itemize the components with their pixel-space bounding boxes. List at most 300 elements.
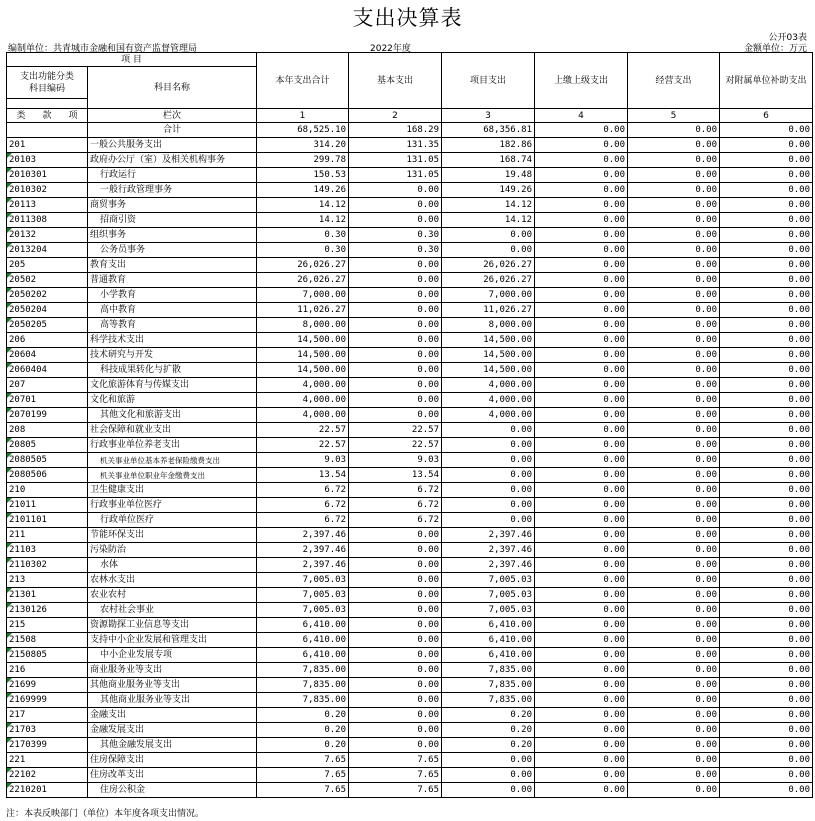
total-label: 合计 bbox=[88, 123, 257, 138]
subject-code: 207 bbox=[7, 378, 88, 393]
subject-code: 21703 bbox=[7, 723, 88, 738]
amount-cell: 6.72 bbox=[257, 498, 349, 513]
total-row bbox=[7, 123, 813, 138]
amount-cell: 0.00 bbox=[720, 663, 813, 678]
amount-cell: 0.00 bbox=[349, 573, 442, 588]
amount-cell: 14.12 bbox=[257, 198, 349, 213]
amount-cell: 0.00 bbox=[628, 543, 720, 558]
subject-name: 农业农村 bbox=[88, 588, 257, 603]
table-row bbox=[7, 273, 813, 288]
amount-cell: 0.00 bbox=[720, 213, 813, 228]
amount-cell: 0.00 bbox=[628, 693, 720, 708]
amount-cell: 11,026.27 bbox=[442, 303, 535, 318]
amount-cell: 0.00 bbox=[720, 543, 813, 558]
total-code-cell bbox=[7, 123, 88, 138]
header-lei: 类 bbox=[16, 110, 26, 121]
amount-cell: 0.00 bbox=[628, 243, 720, 258]
amount-cell: 0.00 bbox=[720, 483, 813, 498]
subject-code: 208 bbox=[7, 423, 88, 438]
subject-code: 201 bbox=[7, 138, 88, 153]
amount-cell: 0.00 bbox=[535, 678, 628, 693]
header-col-index-label: 栏次 bbox=[88, 109, 257, 123]
amount-cell: 14,500.00 bbox=[442, 333, 535, 348]
subject-code: 215 bbox=[7, 618, 88, 633]
amount-cell: 2,397.46 bbox=[442, 528, 535, 543]
header-code-spacer bbox=[7, 99, 88, 109]
amount-cell: 0.00 bbox=[628, 408, 720, 423]
amount-cell: 0.00 bbox=[628, 138, 720, 153]
table-row bbox=[7, 558, 813, 573]
amount-cell: 0.00 bbox=[349, 708, 442, 723]
subject-code: 20502 bbox=[7, 273, 88, 288]
amount-cell: 0.00 bbox=[720, 633, 813, 648]
amount-cell: 0.00 bbox=[349, 603, 442, 618]
amount-cell: 6.72 bbox=[257, 483, 349, 498]
amount-cell: 14,500.00 bbox=[442, 363, 535, 378]
subject-name: 其他金融发展支出 bbox=[88, 738, 257, 753]
amount-cell: 19.48 bbox=[442, 168, 535, 183]
amount-cell: 0.00 bbox=[442, 498, 535, 513]
table-row bbox=[7, 588, 813, 603]
amount-cell: 0.00 bbox=[628, 303, 720, 318]
table-row bbox=[7, 303, 813, 318]
table-row bbox=[7, 468, 813, 483]
subject-name: 招商引资 bbox=[88, 213, 257, 228]
subject-code: 21301 bbox=[7, 588, 88, 603]
amount-cell: 0.00 bbox=[535, 183, 628, 198]
expenditure-table bbox=[6, 52, 813, 798]
subject-code: 2010302 bbox=[7, 183, 88, 198]
amount-cell: 7.65 bbox=[349, 783, 442, 798]
subject-name: 金融发展支出 bbox=[88, 723, 257, 738]
subject-name: 政府办公厅（室）及相关机构事务 bbox=[88, 153, 257, 168]
amount-cell: 0.00 bbox=[349, 558, 442, 573]
header-colnum-6: 6 bbox=[720, 109, 813, 123]
amount-cell: 0.00 bbox=[720, 528, 813, 543]
amount-cell: 0.00 bbox=[535, 288, 628, 303]
amount-cell: 131.35 bbox=[349, 138, 442, 153]
header-colnum-4: 4 bbox=[535, 109, 628, 123]
amount-cell: 26,026.27 bbox=[442, 258, 535, 273]
amount-cell: 7.65 bbox=[257, 753, 349, 768]
amount-cell: 0.00 bbox=[535, 513, 628, 528]
amount-cell: 0.00 bbox=[628, 318, 720, 333]
amount-cell: 314.20 bbox=[257, 138, 349, 153]
amount-cell: 0.00 bbox=[720, 783, 813, 798]
amount-cell: 0.00 bbox=[628, 723, 720, 738]
amount-cell: 6,410.00 bbox=[257, 633, 349, 648]
header-col-upper: 上缴上级支出 bbox=[535, 53, 628, 109]
amount-cell: 0.00 bbox=[720, 603, 813, 618]
amount-cell: 0.00 bbox=[720, 573, 813, 588]
amount-cell: 7,835.00 bbox=[442, 678, 535, 693]
amount-cell: 7,835.00 bbox=[257, 693, 349, 708]
amount-cell: 0.00 bbox=[535, 738, 628, 753]
subject-code: 2060404 bbox=[7, 363, 88, 378]
subject-name: 农林水支出 bbox=[88, 573, 257, 588]
amount-cell: 0.00 bbox=[628, 438, 720, 453]
subject-code: 2080505 bbox=[7, 453, 88, 468]
amount-cell: 0.20 bbox=[257, 738, 349, 753]
amount-cell: 0.20 bbox=[257, 708, 349, 723]
subject-name: 卫生健康支出 bbox=[88, 483, 257, 498]
amount-cell: 0.00 bbox=[442, 438, 535, 453]
amount-cell: 0.00 bbox=[720, 438, 813, 453]
subject-name: 机关事业单位职业年金缴费支出 bbox=[88, 468, 257, 483]
amount-cell: 0.00 bbox=[628, 348, 720, 363]
header-col-total: 本年支出合计 bbox=[257, 53, 349, 109]
subject-name: 公务员事务 bbox=[88, 243, 257, 258]
amount-cell: 0.00 bbox=[628, 228, 720, 243]
amount-cell: 4,000.00 bbox=[257, 393, 349, 408]
table-row bbox=[7, 768, 813, 783]
amount-cell: 0.00 bbox=[349, 618, 442, 633]
amount-cell: 0.00 bbox=[720, 408, 813, 423]
amount-cell: 0.00 bbox=[535, 138, 628, 153]
amount-cell: 6,410.00 bbox=[257, 648, 349, 663]
amount-cell: 22.57 bbox=[349, 423, 442, 438]
amount-cell: 4,000.00 bbox=[257, 378, 349, 393]
amount-cell: 22.57 bbox=[257, 423, 349, 438]
footnote: 注：本表反映部门（单位）本年度各项支出情况。 bbox=[6, 809, 205, 819]
header-item: 项 目 bbox=[7, 53, 257, 67]
amount-cell: 7,835.00 bbox=[257, 663, 349, 678]
amount-cell: 0.00 bbox=[535, 258, 628, 273]
amount-cell: 7,005.03 bbox=[257, 603, 349, 618]
amount-cell: 0.00 bbox=[535, 423, 628, 438]
amount-cell: 14,500.00 bbox=[257, 348, 349, 363]
table-row bbox=[7, 513, 813, 528]
table-row bbox=[7, 408, 813, 423]
subject-name: 高等教育 bbox=[88, 318, 257, 333]
subject-code: 2050205 bbox=[7, 318, 88, 333]
amount-cell: 0.00 bbox=[628, 603, 720, 618]
amount-cell: 0.00 bbox=[720, 318, 813, 333]
amount-cell: 7,000.00 bbox=[442, 288, 535, 303]
amount-cell: 0.00 bbox=[349, 363, 442, 378]
subject-name: 组织事务 bbox=[88, 228, 257, 243]
subject-name: 科技成果转化与扩散 bbox=[88, 363, 257, 378]
subject-name: 商贸事务 bbox=[88, 198, 257, 213]
subject-name: 社会保障和就业支出 bbox=[88, 423, 257, 438]
amount-cell: 0.00 bbox=[720, 588, 813, 603]
amount-cell: 0.00 bbox=[535, 498, 628, 513]
amount-cell: 13.54 bbox=[257, 468, 349, 483]
amount-cell: 0.00 bbox=[535, 318, 628, 333]
amount-cell: 0.00 bbox=[535, 333, 628, 348]
amount-cell: 0.00 bbox=[349, 543, 442, 558]
amount-cell: 0.00 bbox=[628, 393, 720, 408]
amount-cell: 6,410.00 bbox=[442, 618, 535, 633]
amount-cell: 7.65 bbox=[349, 768, 442, 783]
compiling-unit: 编制单位：共青城市金融和国有资产监督管理局 bbox=[8, 44, 198, 54]
amount-cell: 149.26 bbox=[257, 183, 349, 198]
amount-cell: 0.00 bbox=[628, 468, 720, 483]
amount-cell: 0.00 bbox=[628, 768, 720, 783]
amount-cell: 0.00 bbox=[720, 708, 813, 723]
subject-name: 教育支出 bbox=[88, 258, 257, 273]
subject-name: 污染防治 bbox=[88, 543, 257, 558]
table-row bbox=[7, 678, 813, 693]
amount-cell: 0.00 bbox=[720, 153, 813, 168]
subject-name: 商业服务业等支出 bbox=[88, 663, 257, 678]
amount-cell: 0.00 bbox=[442, 243, 535, 258]
amount-cell: 0.00 bbox=[628, 483, 720, 498]
amount-cell: 0.00 bbox=[535, 648, 628, 663]
table-row bbox=[7, 213, 813, 228]
amount-cell: 0.00 bbox=[720, 198, 813, 213]
amount-cell: 0.00 bbox=[535, 378, 628, 393]
table-row bbox=[7, 288, 813, 303]
subject-name: 节能环保支出 bbox=[88, 528, 257, 543]
amount-cell: 4,000.00 bbox=[257, 408, 349, 423]
subject-code: 217 bbox=[7, 708, 88, 723]
amount-cell: 6,410.00 bbox=[442, 648, 535, 663]
subject-code: 2080506 bbox=[7, 468, 88, 483]
amount-cell: 0.00 bbox=[628, 783, 720, 798]
amount-cell: 0.00 bbox=[720, 558, 813, 573]
total-value: 0.00 bbox=[628, 123, 720, 138]
subject-name: 金融支出 bbox=[88, 708, 257, 723]
table-row bbox=[7, 423, 813, 438]
amount-cell: 0.00 bbox=[628, 363, 720, 378]
subject-name: 文化旅游体育与传媒支出 bbox=[88, 378, 257, 393]
amount-cell: 0.00 bbox=[628, 588, 720, 603]
amount-cell: 0.00 bbox=[535, 273, 628, 288]
table-row bbox=[7, 243, 813, 258]
table-row bbox=[7, 618, 813, 633]
amount-cell: 0.00 bbox=[720, 333, 813, 348]
subject-name: 一般行政管理事务 bbox=[88, 183, 257, 198]
amount-cell: 0.00 bbox=[720, 498, 813, 513]
amount-cell: 0.00 bbox=[535, 468, 628, 483]
amount-cell: 7,005.03 bbox=[442, 573, 535, 588]
amount-cell: 4,000.00 bbox=[442, 408, 535, 423]
amount-cell: 0.00 bbox=[720, 738, 813, 753]
header-col-basic: 基本支出 bbox=[349, 53, 442, 109]
amount-cell: 0.00 bbox=[720, 768, 813, 783]
amount-cell: 0.00 bbox=[720, 228, 813, 243]
header-col-project: 项目支出 bbox=[442, 53, 535, 109]
amount-cell: 0.00 bbox=[628, 183, 720, 198]
subject-code: 216 bbox=[7, 663, 88, 678]
amount-cell: 0.00 bbox=[535, 243, 628, 258]
table-row bbox=[7, 333, 813, 348]
amount-cell: 0.00 bbox=[720, 513, 813, 528]
header-xiang: 项 bbox=[68, 110, 78, 121]
amount-cell: 0.00 bbox=[349, 348, 442, 363]
table-row bbox=[7, 198, 813, 213]
amount-cell: 0.00 bbox=[628, 738, 720, 753]
amount-cell: 0.20 bbox=[442, 738, 535, 753]
amount-cell: 0.00 bbox=[442, 783, 535, 798]
subject-name: 机关事业单位基本养老保险缴费支出 bbox=[88, 453, 257, 468]
amount-cell: 9.03 bbox=[349, 453, 442, 468]
subject-name: 普通教育 bbox=[88, 273, 257, 288]
table-row bbox=[7, 498, 813, 513]
total-value: 168.29 bbox=[349, 123, 442, 138]
amount-cell: 0.00 bbox=[442, 453, 535, 468]
amount-cell: 0.00 bbox=[628, 453, 720, 468]
subject-code: 20103 bbox=[7, 153, 88, 168]
amount-cell: 0.00 bbox=[720, 303, 813, 318]
amount-cell: 8,000.00 bbox=[442, 318, 535, 333]
amount-cell: 7.65 bbox=[257, 783, 349, 798]
amount-cell: 149.26 bbox=[442, 183, 535, 198]
amount-cell: 0.00 bbox=[349, 258, 442, 273]
subject-name: 支持中小企业发展和管理支出 bbox=[88, 633, 257, 648]
amount-cell: 7,005.03 bbox=[257, 588, 349, 603]
table-row bbox=[7, 453, 813, 468]
amount-cell: 0.00 bbox=[442, 768, 535, 783]
amount-cell: 0.00 bbox=[442, 228, 535, 243]
amount-cell: 0.00 bbox=[628, 423, 720, 438]
amount-cell: 0.00 bbox=[535, 588, 628, 603]
amount-cell: 299.78 bbox=[257, 153, 349, 168]
amount-cell: 168.74 bbox=[442, 153, 535, 168]
table-row bbox=[7, 438, 813, 453]
amount-cell: 0.00 bbox=[628, 663, 720, 678]
table-row bbox=[7, 663, 813, 678]
table-row bbox=[7, 783, 813, 798]
subject-code: 20113 bbox=[7, 198, 88, 213]
amount-cell: 11,026.27 bbox=[257, 303, 349, 318]
amount-cell: 6.72 bbox=[349, 483, 442, 498]
amount-cell: 7.65 bbox=[257, 768, 349, 783]
subject-code: 21508 bbox=[7, 633, 88, 648]
amount-cell: 0.00 bbox=[720, 183, 813, 198]
amount-cell: 0.00 bbox=[535, 228, 628, 243]
amount-cell: 14.12 bbox=[442, 213, 535, 228]
amount-cell: 0.00 bbox=[720, 168, 813, 183]
amount-cell: 0.00 bbox=[442, 753, 535, 768]
amount-cell: 0.30 bbox=[349, 228, 442, 243]
subject-code: 2050202 bbox=[7, 288, 88, 303]
amount-cell: 0.00 bbox=[628, 708, 720, 723]
header-code-group: 支出功能分类 科目编码 bbox=[7, 67, 88, 99]
amount-cell: 7,005.03 bbox=[257, 573, 349, 588]
amount-cell: 0.00 bbox=[535, 663, 628, 678]
amount-cell: 0.00 bbox=[628, 378, 720, 393]
amount-cell: 0.00 bbox=[628, 513, 720, 528]
table-row bbox=[7, 348, 813, 363]
amount-cell: 0.00 bbox=[349, 378, 442, 393]
amount-cell: 0.00 bbox=[442, 483, 535, 498]
amount-cell: 14,500.00 bbox=[257, 333, 349, 348]
header-name: 科目名称 bbox=[88, 67, 257, 109]
amount-cell: 14,500.00 bbox=[257, 363, 349, 378]
amount-cell: 0.20 bbox=[442, 723, 535, 738]
subject-name: 技术研究与开发 bbox=[88, 348, 257, 363]
amount-cell: 0.00 bbox=[349, 408, 442, 423]
subject-code: 21699 bbox=[7, 678, 88, 693]
subject-name: 其他商业服务业等支出 bbox=[88, 678, 257, 693]
amount-cell: 0.00 bbox=[535, 573, 628, 588]
amount-cell: 0.00 bbox=[628, 213, 720, 228]
amount-cell: 0.00 bbox=[628, 678, 720, 693]
subject-code: 2010301 bbox=[7, 168, 88, 183]
subject-code: 2050204 bbox=[7, 303, 88, 318]
amount-cell: 0.30 bbox=[349, 243, 442, 258]
amount-cell: 0.00 bbox=[628, 618, 720, 633]
amount-cell: 0.00 bbox=[535, 438, 628, 453]
subject-code: 22102 bbox=[7, 768, 88, 783]
subject-name: 行政运行 bbox=[88, 168, 257, 183]
amount-cell: 0.20 bbox=[442, 708, 535, 723]
amount-cell: 0.00 bbox=[628, 498, 720, 513]
table-row bbox=[7, 708, 813, 723]
amount-cell: 0.00 bbox=[535, 708, 628, 723]
amount-cell: 0.00 bbox=[349, 648, 442, 663]
amount-cell: 0.00 bbox=[349, 663, 442, 678]
amount-cell: 0.00 bbox=[349, 288, 442, 303]
amount-cell: 0.00 bbox=[349, 528, 442, 543]
amount-cell: 7,835.00 bbox=[257, 678, 349, 693]
subject-code: 21011 bbox=[7, 498, 88, 513]
amount-cell: 0.00 bbox=[720, 348, 813, 363]
amount-cell: 0.00 bbox=[720, 258, 813, 273]
amount-cell: 0.00 bbox=[349, 393, 442, 408]
table-row bbox=[7, 543, 813, 558]
subject-code: 2169999 bbox=[7, 693, 88, 708]
subject-name: 住房公积金 bbox=[88, 783, 257, 798]
amount-cell: 0.00 bbox=[535, 618, 628, 633]
amount-cell: 26,026.27 bbox=[257, 273, 349, 288]
table-row bbox=[7, 738, 813, 753]
total-value: 0.00 bbox=[535, 123, 628, 138]
amount-cell: 0.20 bbox=[257, 723, 349, 738]
amount-cell: 22.57 bbox=[349, 438, 442, 453]
amount-cell: 0.00 bbox=[349, 318, 442, 333]
amount-cell: 0.00 bbox=[720, 453, 813, 468]
table-row bbox=[7, 378, 813, 393]
amount-cell: 0.00 bbox=[535, 768, 628, 783]
subject-code: 210 bbox=[7, 483, 88, 498]
amount-cell: 0.00 bbox=[720, 378, 813, 393]
amount-cell: 6,410.00 bbox=[442, 633, 535, 648]
subject-code: 2101101 bbox=[7, 513, 88, 528]
fiscal-year: 2022年度 bbox=[370, 44, 411, 54]
amount-cell: 0.00 bbox=[349, 183, 442, 198]
amount-unit: 金额单位：万元 bbox=[743, 44, 807, 54]
subject-name: 行政事业单位养老支出 bbox=[88, 438, 257, 453]
amount-cell: 182.86 bbox=[442, 138, 535, 153]
subject-code: 2170399 bbox=[7, 738, 88, 753]
amount-cell: 0.00 bbox=[628, 288, 720, 303]
table-row bbox=[7, 228, 813, 243]
amount-cell: 4,000.00 bbox=[442, 393, 535, 408]
total-value: 0.00 bbox=[720, 123, 813, 138]
amount-cell: 150.53 bbox=[257, 168, 349, 183]
header-col-operating: 经营支出 bbox=[628, 53, 720, 109]
subject-name: 水体 bbox=[88, 558, 257, 573]
total-value: 68,356.81 bbox=[442, 123, 535, 138]
amount-cell: 0.00 bbox=[535, 213, 628, 228]
table-row bbox=[7, 168, 813, 183]
total-value: 68,525.10 bbox=[257, 123, 349, 138]
subject-name: 行政事业单位医疗 bbox=[88, 498, 257, 513]
amount-cell: 0.00 bbox=[349, 303, 442, 318]
amount-cell: 2,397.46 bbox=[257, 528, 349, 543]
amount-cell: 7,835.00 bbox=[442, 693, 535, 708]
amount-cell: 0.00 bbox=[720, 273, 813, 288]
subject-code: 2013204 bbox=[7, 243, 88, 258]
amount-cell: 0.00 bbox=[535, 198, 628, 213]
amount-cell: 0.00 bbox=[628, 273, 720, 288]
amount-cell: 0.00 bbox=[349, 273, 442, 288]
amount-cell: 26,026.27 bbox=[442, 273, 535, 288]
amount-cell: 0.00 bbox=[535, 348, 628, 363]
